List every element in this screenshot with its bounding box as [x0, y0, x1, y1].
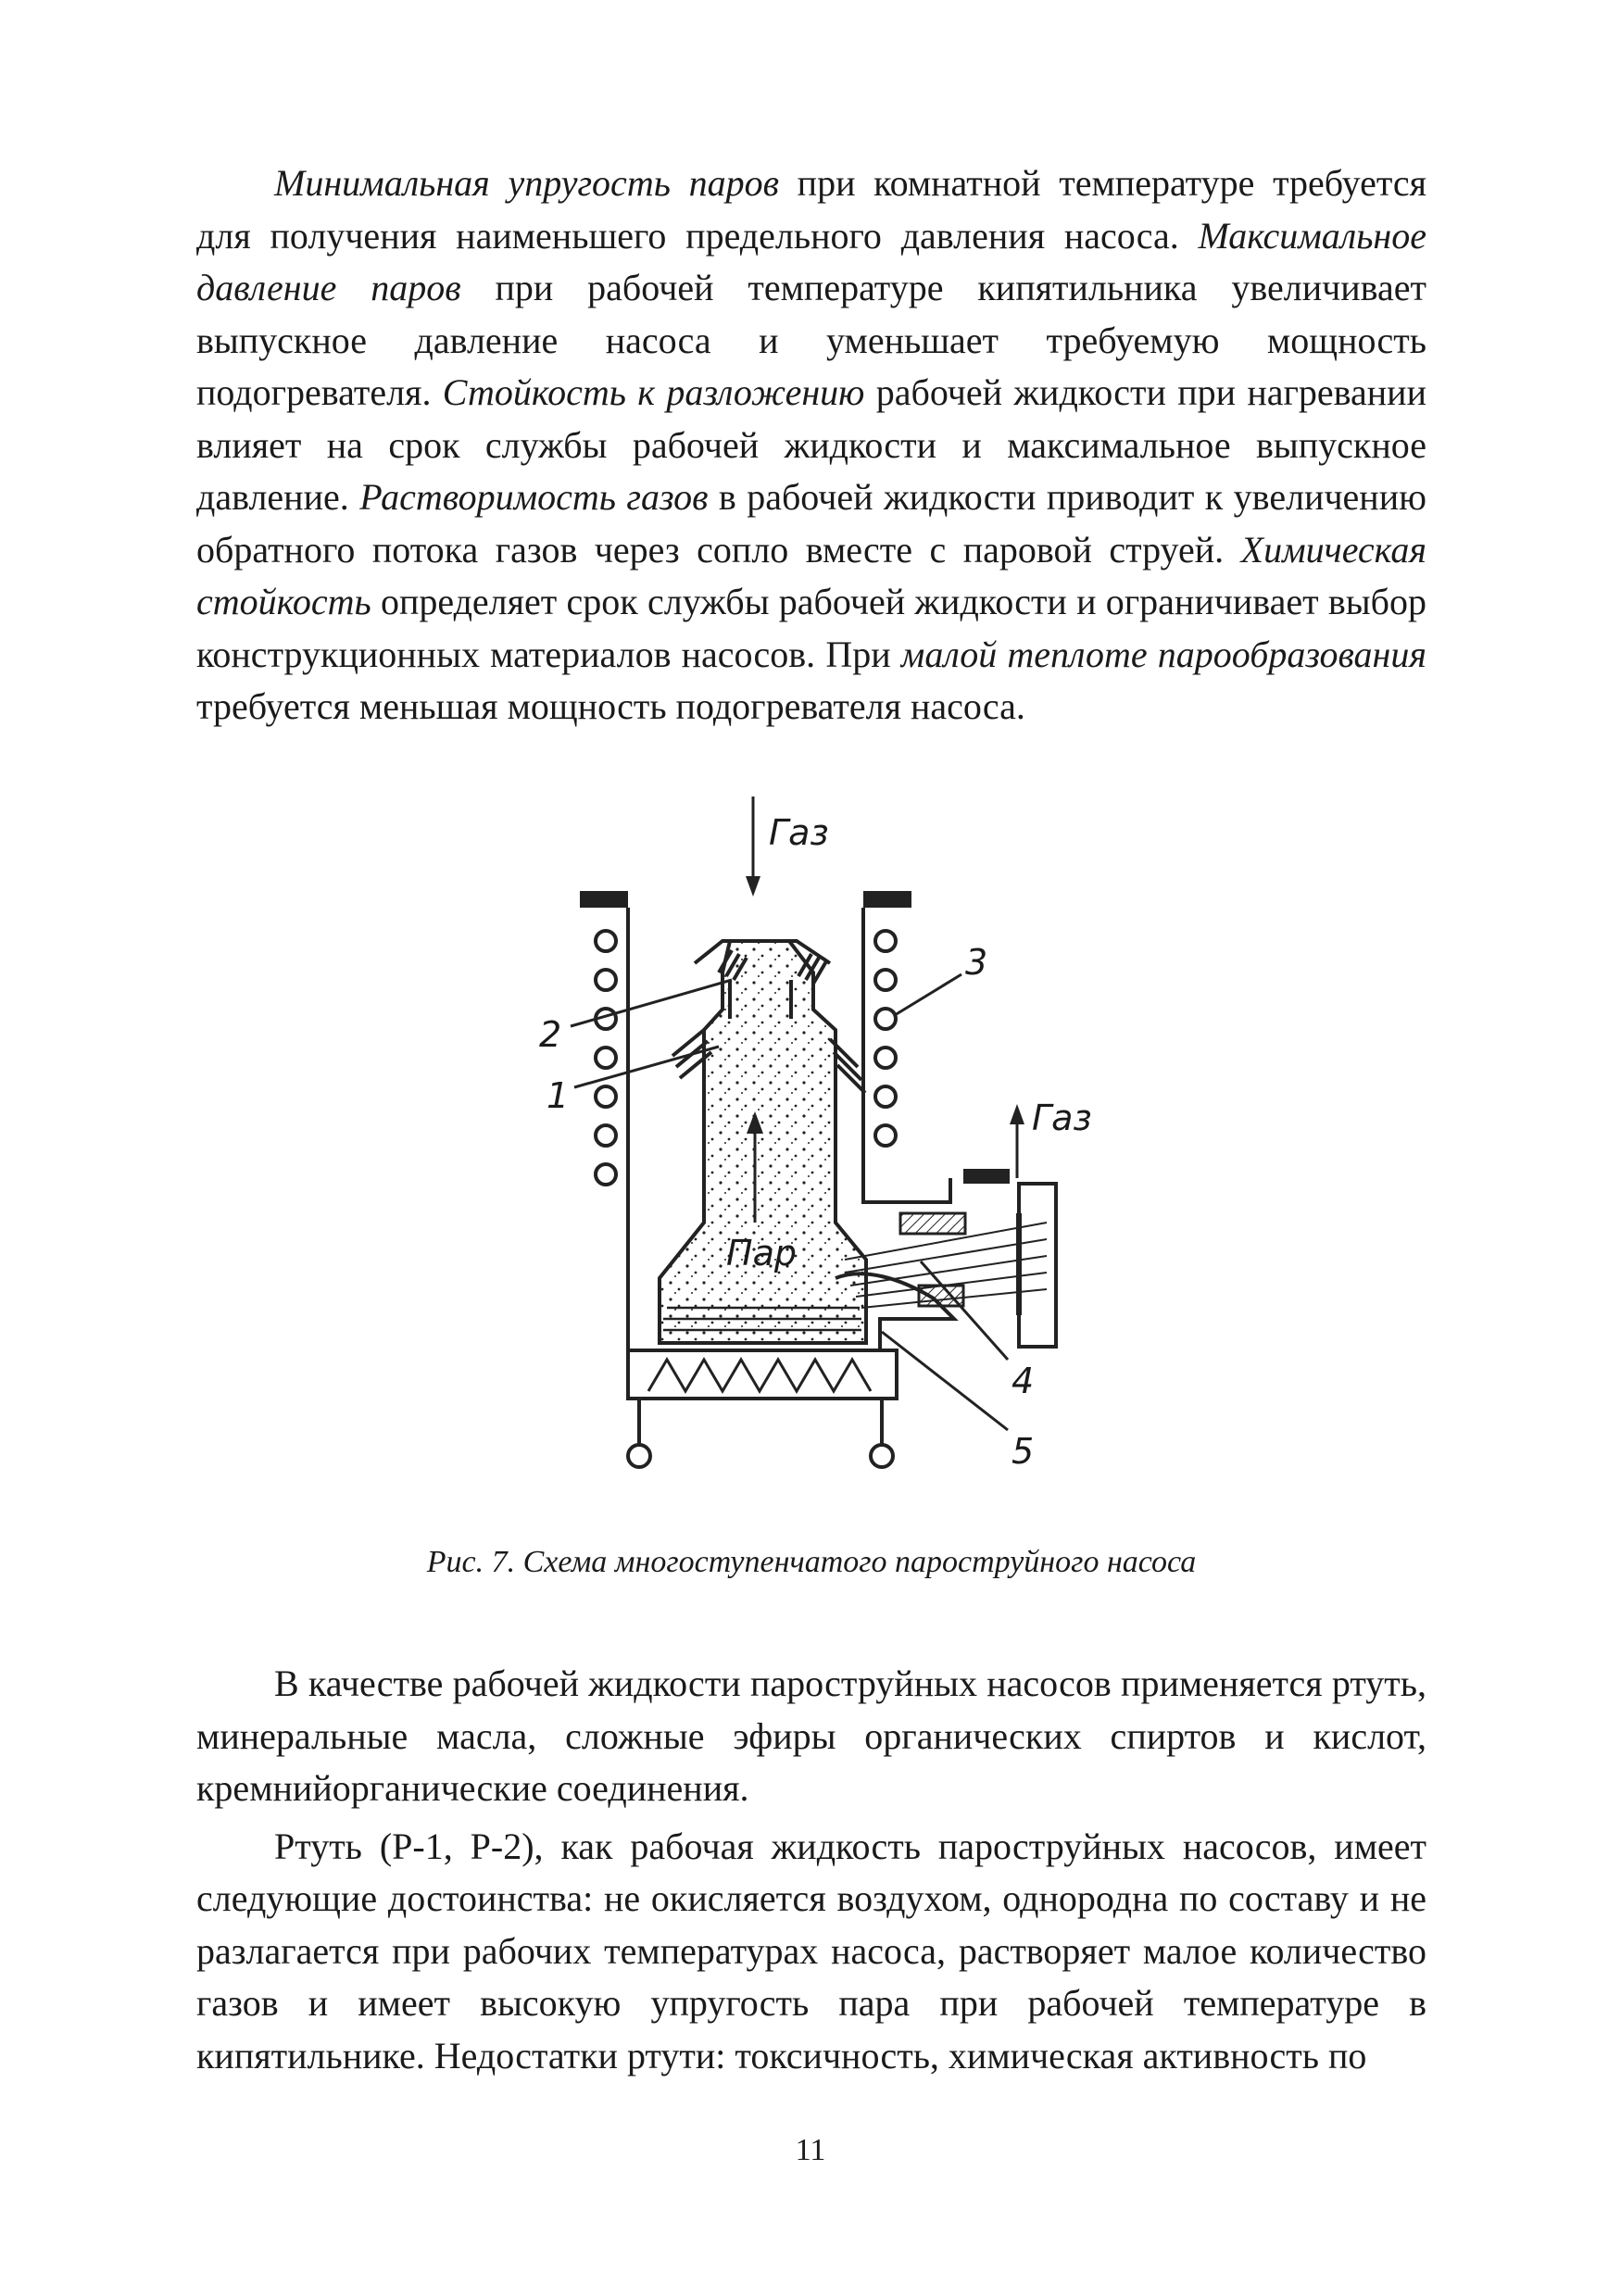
vapor-column [660, 941, 866, 1343]
paragraph-mercury: Ртуть (Р-1, Р-2), как рабочая жидкость пароструйных насосов, имеет следующие достоинства: не окисляется воздухом, однородна по составу и не разлагается при рабочих температурах насоса, растворяет малое количество газов и имеет высокую упругость пара при рабочей температуре в кипятильнике. Недостатки ртути: токсичность, химическая активность по [196, 1825, 1426, 2076]
paragraph-properties [196, 157, 1426, 734]
callout-3: 3 [965, 942, 988, 983]
bottom-paragraphs [196, 1658, 1426, 2082]
callout-5: 5 [1012, 1431, 1035, 1472]
vapor-label: Пар [726, 1233, 797, 1273]
cooling-coil-right [875, 931, 896, 1146]
heater-coil [648, 1360, 871, 1391]
text-segment: определяет срок службы рабочей жидкости и ограничивает выбор конструкционных материалов насосов. При [196, 581, 1426, 675]
term-decomposition-resistance: Стойкость к разложению [442, 371, 865, 413]
heater-terminals [628, 1399, 893, 1467]
pump-schematic-figure [500, 778, 1149, 1500]
term-min-vapor-pressure: Минимальная упругость паров [274, 162, 779, 204]
term-chemical-resistance: Химическая стойкость [196, 528, 1426, 622]
text-segment: рабочей жидкости при нагревании влияет на срок службы рабочей жидкости и максимальное выпускное давление. [196, 371, 1426, 518]
term-low-vaporization-heat: малой теплоте парообразования [900, 633, 1426, 675]
callout-4: 4 [1012, 1361, 1035, 1401]
figure-caption: Рис. 7. Схема многоступенчатого пароструйного насоса [426, 1545, 1197, 1579]
gas-outlet-label: Газ [1032, 1098, 1092, 1138]
paragraph-working-fluids: В качестве рабочей жидкости пароструйных насосов применяется ртуть, минеральные масла, сложные эфиры органических спиртов и кислот, кремнийорганические соединения. [196, 1662, 1426, 1809]
heater-body [628, 1350, 897, 1399]
ejector-block-upper [900, 1213, 965, 1234]
gas-outlet-arrow [1010, 1104, 1024, 1178]
top-paragraph [196, 157, 1426, 734]
text-segment: требуется меньшая мощность подогревателя насоса. [196, 685, 1025, 727]
gas-inlet-arrow [746, 797, 760, 897]
text-segment: в рабочей жидкости приводит к увеличению обратного потока газов через сопло вместе с паровой струей. [196, 476, 1427, 571]
outlet-flange [1019, 1184, 1056, 1347]
cooling-coil-left [596, 931, 616, 1185]
text-segment: при комнатной температуре требуется для получения наименьшего предельного давления насоса. [196, 162, 1426, 257]
term-max-vapor-pressure: Максимальное давление паров [196, 214, 1426, 308]
text-segment: при рабочей температуре кипятильника увеличивает выпускное давление насоса и уменьшает требуемую мощность подогревателя. [196, 267, 1427, 413]
outer-housing-left [580, 891, 628, 1350]
term-gas-solubility: Растворимость газов [359, 476, 709, 518]
gas-inlet-label: Газ [769, 812, 829, 853]
callout-2: 2 [539, 1014, 562, 1055]
page-number: 11 [795, 2133, 826, 2167]
callout-1: 1 [547, 1075, 570, 1116]
